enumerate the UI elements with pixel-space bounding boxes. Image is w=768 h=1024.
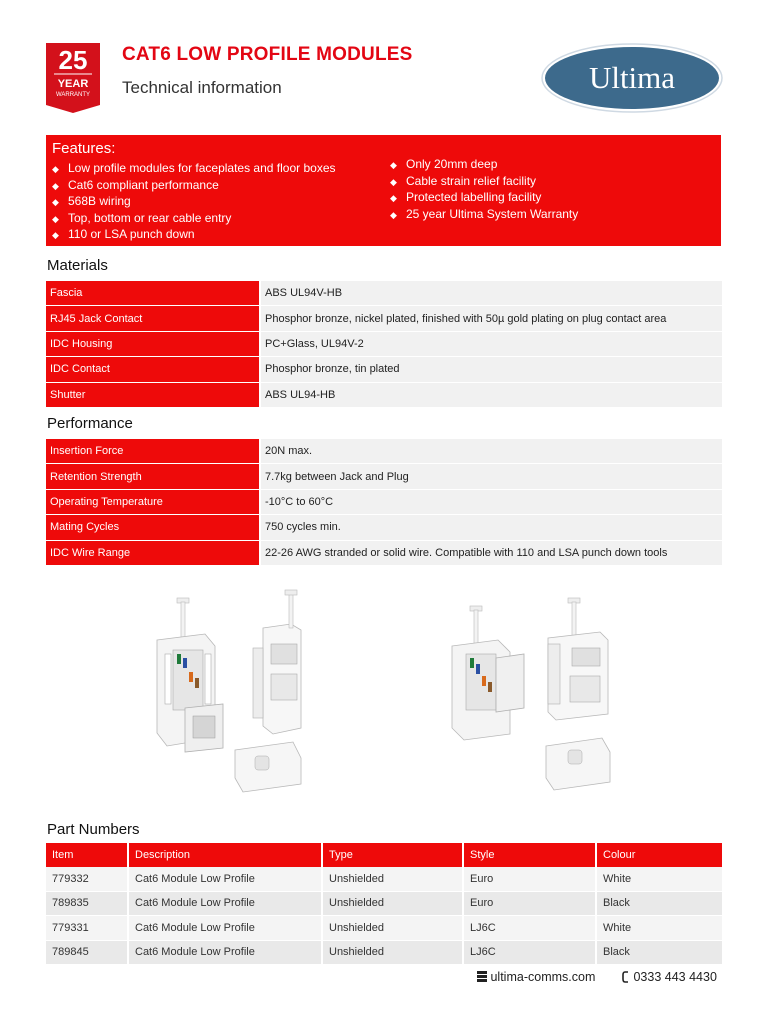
parts-title: Part Numbers	[47, 821, 140, 838]
features-list-right	[390, 156, 578, 222]
table-row: Retention Strength 7.7kg between Jack and Plug	[46, 464, 722, 489]
column-header: Colour	[596, 843, 722, 867]
table-cell: Unshielded	[322, 940, 463, 965]
badge-year: YEAR	[57, 78, 89, 90]
diamond-icon: ◆	[390, 176, 397, 187]
page-title: CAT6 LOW PROFILE MODULES	[122, 44, 413, 65]
table-cell: Cat6 Module Low Profile	[128, 891, 322, 916]
table-cell: 789845	[46, 940, 128, 965]
column-header: Description	[128, 843, 322, 867]
table-row	[46, 940, 722, 965]
table-row: IDC Housing PC+Glass, UL94V-2	[46, 331, 722, 356]
table-row	[46, 867, 722, 891]
diamond-icon: ◆	[52, 197, 59, 207]
table-header-row	[46, 843, 722, 867]
table-row: Insertion Force 20N max.	[46, 439, 722, 464]
phone-icon	[622, 971, 630, 983]
diamond-icon: ◆	[390, 160, 397, 170]
diamond-icon: ◆	[52, 164, 59, 174]
website-text: ultima-comms.com	[490, 970, 596, 984]
badge-warranty: WARRANTY	[55, 92, 91, 98]
table-cell: Cat6 Module Low Profile	[128, 867, 322, 891]
table-cell: 779332	[46, 867, 128, 891]
table-row: Fascia ABS UL94V-HB	[46, 281, 722, 306]
features-list-left	[52, 160, 336, 243]
table-cell: White	[596, 867, 722, 891]
table-cell: Euro	[463, 867, 596, 891]
table-row: Shutter ABS UL94-HB	[46, 382, 722, 407]
features-panel	[46, 135, 721, 246]
table-cell: Cat6 Module Low Profile	[128, 916, 322, 941]
table-cell: 779331	[46, 916, 128, 941]
features-title: Features:	[52, 140, 116, 157]
table-cell: 789835	[46, 891, 128, 916]
diamond-icon: ◆	[390, 209, 397, 220]
performance-table	[46, 439, 722, 566]
list-item: ◆ Cat6 compliant performance	[52, 177, 336, 194]
performance-title: Performance	[47, 415, 133, 432]
table-cell: LJ6C	[463, 940, 596, 965]
table-row: RJ45 Jack Contact Phosphor bronze, nickel plated, finished with 50µ gold plating on plug contact area	[46, 306, 722, 331]
table-row	[46, 916, 722, 941]
diamond-icon: ◆	[390, 193, 397, 203]
list-item: ◆ Cable strain relief facility	[390, 173, 578, 190]
table-row	[46, 891, 722, 916]
materials-table	[46, 281, 722, 408]
diamond-icon: ◆	[52, 230, 59, 240]
table-cell: Black	[596, 940, 722, 965]
table-cell: Euro	[463, 891, 596, 916]
table-cell: Unshielded	[322, 891, 463, 916]
footer-phone	[622, 970, 717, 984]
column-header: Type	[322, 843, 463, 867]
ultima-logo	[541, 43, 723, 113]
table-cell: White	[596, 916, 722, 941]
column-header: Item	[46, 843, 128, 867]
table-cell: Cat6 Module Low Profile	[128, 940, 322, 965]
table-row: IDC Contact Phosphor bronze, tin plated	[46, 357, 722, 382]
list-item: ◆ Only 20mm deep	[390, 156, 578, 173]
list-item: ◆ Low profile modules for faceplates and floor boxes	[52, 160, 336, 177]
table-cell: LJ6C	[463, 916, 596, 941]
footer-website	[477, 970, 595, 984]
table-cell: Unshielded	[322, 916, 463, 941]
list-item: ◆ 110 or LSA punch down	[52, 226, 336, 243]
parts-table	[46, 843, 722, 965]
phone-text: 0333 443 4430	[633, 970, 717, 984]
badge-number: 25	[58, 45, 88, 75]
materials-title: Materials	[47, 257, 108, 274]
list-item: ◆ Top, bottom or rear cable entry	[52, 210, 336, 227]
product-image-left	[145, 588, 365, 813]
list-item: ◆ Protected labelling facility	[390, 189, 578, 206]
warranty-badge	[46, 43, 100, 113]
web-icon	[477, 971, 487, 982]
list-item: ◆ 25 year Ultima System Warranty	[390, 206, 578, 223]
logo-text: Ultima	[588, 60, 676, 95]
column-header: Style	[463, 843, 596, 867]
table-row: IDC Wire Range 22-26 AWG stranded or solid wire. Compatible with 110 and LSA punch down tools	[46, 540, 722, 565]
product-image-right	[440, 588, 660, 813]
table-row: Mating Cycles 750 cycles min.	[46, 515, 722, 540]
diamond-icon: ◆	[52, 213, 59, 224]
table-cell: Unshielded	[322, 867, 463, 891]
table-cell: Black	[596, 891, 722, 916]
page-subtitle: Technical information	[122, 78, 282, 97]
list-item: ◆ 568B wiring	[52, 193, 336, 210]
diamond-icon: ◆	[52, 180, 59, 191]
table-row: Operating Temperature -10°C to 60°C	[46, 489, 722, 514]
